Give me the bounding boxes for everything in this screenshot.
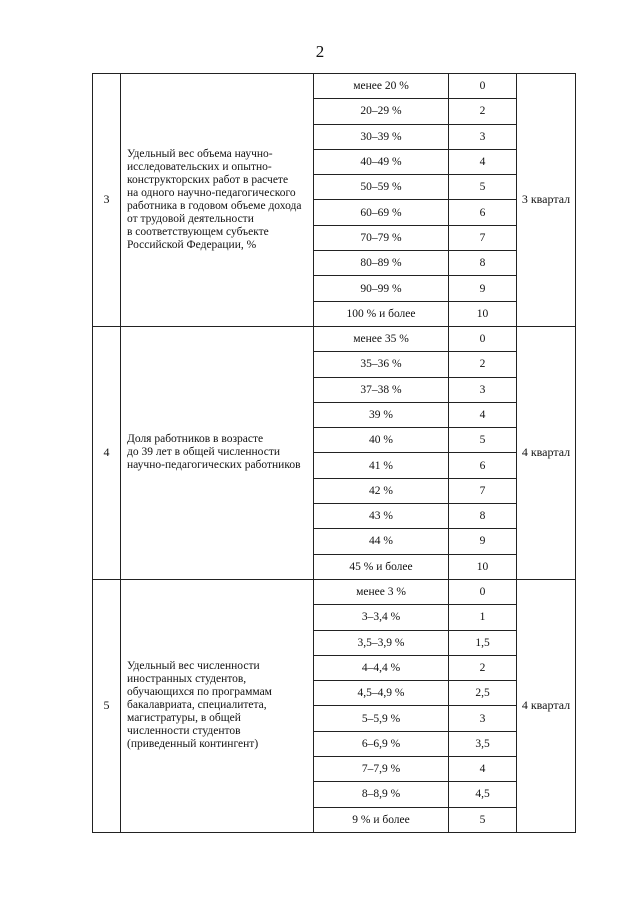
section-number: 4: [93, 326, 121, 579]
value-range: 40–49 %: [314, 149, 449, 174]
value-range: 90–99 %: [314, 276, 449, 301]
score-value: 7: [449, 478, 517, 503]
score-value: 10: [449, 301, 517, 326]
section-number: 5: [93, 579, 121, 832]
criteria-table: [92, 73, 576, 833]
score-value: 7: [449, 225, 517, 250]
value-range: 5–5,9 %: [314, 706, 449, 731]
score-value: 4: [449, 402, 517, 427]
value-range: 9 % и более: [314, 807, 449, 832]
score-value: 6: [449, 453, 517, 478]
value-range: 80–89 %: [314, 251, 449, 276]
value-range: 40 %: [314, 428, 449, 453]
score-value: 4: [449, 757, 517, 782]
value-range: менее 3 %: [314, 579, 449, 604]
score-value: 4: [449, 149, 517, 174]
score-value: 1: [449, 605, 517, 630]
score-value: 0: [449, 326, 517, 351]
criterion-description: Удельный вес объема научно- исследовательских и опытно- конструкторских работ в расчете на одного научно-педагогического работника в годовом объеме дохода от трудовой деятельности в соответствующем субъекте Российской Федерации, %: [121, 74, 314, 327]
value-range: 70–79 %: [314, 225, 449, 250]
value-range: менее 35 %: [314, 326, 449, 351]
score-value: 2,5: [449, 681, 517, 706]
value-range: 100 % и более: [314, 301, 449, 326]
score-value: 4,5: [449, 782, 517, 807]
reporting-period: 3 квартал: [517, 74, 576, 327]
value-range: 4,5–4,9 %: [314, 681, 449, 706]
criterion-description: Доля работников в возрасте до 39 лет в общей численности научно-педагогических работников: [121, 326, 314, 579]
value-range: 7–7,9 %: [314, 757, 449, 782]
value-range: 41 %: [314, 453, 449, 478]
score-value: 5: [449, 807, 517, 832]
criteria-table-body: [93, 74, 576, 833]
value-range: 50–59 %: [314, 175, 449, 200]
value-range: 4–4,4 %: [314, 655, 449, 680]
reporting-period: 4 квартал: [517, 326, 576, 579]
score-value: 0: [449, 579, 517, 604]
score-value: 5: [449, 428, 517, 453]
score-value: 2: [449, 655, 517, 680]
score-value: 9: [449, 276, 517, 301]
page-number: 2: [315, 42, 325, 61]
table-row: [93, 74, 576, 99]
score-value: 3: [449, 377, 517, 402]
value-range: 44 %: [314, 529, 449, 554]
value-range: 6–6,9 %: [314, 731, 449, 756]
score-value: 2: [449, 99, 517, 124]
score-value: 8: [449, 251, 517, 276]
criterion-description: Удельный вес численности иностранных студентов, обучающихся по программам бакалавриата, специалитета, магистратуры, в общей численности студентов (приведенный контингент): [121, 579, 314, 832]
value-range: 8–8,9 %: [314, 782, 449, 807]
score-value: 9: [449, 529, 517, 554]
score-value: 0: [449, 74, 517, 99]
value-range: 37–38 %: [314, 377, 449, 402]
score-value: 2: [449, 352, 517, 377]
value-range: 45 % и более: [314, 554, 449, 579]
value-range: 3,5–3,9 %: [314, 630, 449, 655]
score-value: 3,5: [449, 731, 517, 756]
score-value: 5: [449, 175, 517, 200]
score-value: 6: [449, 200, 517, 225]
score-value: 10: [449, 554, 517, 579]
table-row: [93, 579, 576, 604]
value-range: 3–3,4 %: [314, 605, 449, 630]
value-range: 20–29 %: [314, 99, 449, 124]
section-number: 3: [93, 74, 121, 327]
value-range: 43 %: [314, 504, 449, 529]
value-range: 42 %: [314, 478, 449, 503]
value-range: менее 20 %: [314, 74, 449, 99]
value-range: 30–39 %: [314, 124, 449, 149]
reporting-period: 4 квартал: [517, 579, 576, 832]
score-value: 3: [449, 706, 517, 731]
value-range: 60–69 %: [314, 200, 449, 225]
score-value: 1,5: [449, 630, 517, 655]
score-value: 8: [449, 504, 517, 529]
score-value: 3: [449, 124, 517, 149]
table-row: [93, 326, 576, 351]
value-range: 39 %: [314, 402, 449, 427]
value-range: 35–36 %: [314, 352, 449, 377]
